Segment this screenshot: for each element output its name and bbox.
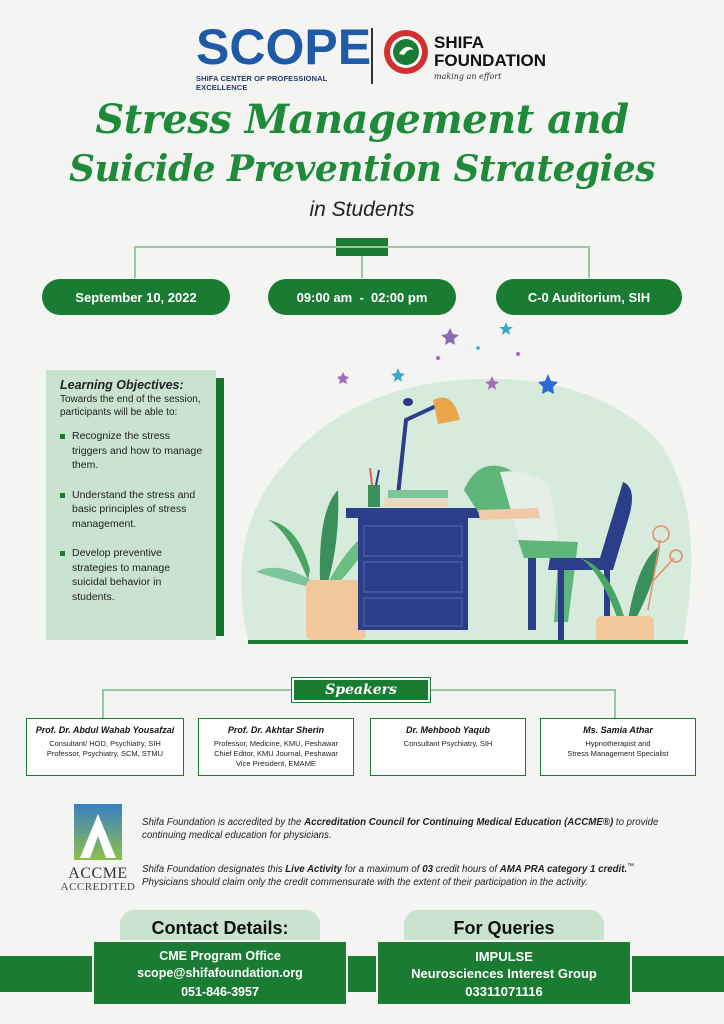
accme-text: ACCME <box>68 865 128 882</box>
queries-line-1: IMPULSE <box>475 949 533 964</box>
speaker-name: Ms. Samia Athar <box>583 725 653 735</box>
speaker-role: Stress Management Specialist <box>567 749 669 758</box>
speaker-role: Consultant/ HOD, Psychiatry, SIH <box>49 739 161 748</box>
learning-objectives-card <box>46 370 216 640</box>
contact-office: CME Program Office <box>159 949 281 963</box>
speaker-name: Dr. Mehboob Yaqub <box>405 725 490 735</box>
speaker-card <box>540 718 696 776</box>
learning-objectives-intro: Towards the end of the session, participants will be able to: <box>60 394 201 418</box>
shifa-tagline: making an effort <box>434 72 502 81</box>
accme-logo <box>60 804 136 894</box>
speakers-connector-drop <box>102 689 104 719</box>
queries-line-2: Neurosciences Interest Group <box>411 966 597 981</box>
shifa-logo <box>382 26 547 86</box>
queries-heading: For Queries <box>404 910 604 946</box>
shifa-word-2: FOUNDATION <box>434 51 547 70</box>
connector-line <box>134 246 590 248</box>
queries-box <box>376 940 632 1006</box>
accme-triangle-icon <box>60 804 136 862</box>
speaker-name: Prof. Dr. Akhtar Sherin <box>227 725 325 735</box>
speaker-card <box>198 718 354 776</box>
time-pill: 09:00 am - 02:00 pm <box>268 279 456 315</box>
learning-objective-item: Develop preventive strategies to manage suicidal behavior in students. <box>60 546 204 604</box>
learning-objectives-heading: Learning Objectives: <box>60 378 184 392</box>
shifa-emblem-icon <box>382 28 430 76</box>
date-pill: September 10, 2022 <box>42 279 230 315</box>
speaker-role: Vice President, EMAME <box>236 759 316 768</box>
speaker-role: Hypnotherapist and <box>585 739 651 748</box>
learning-objective-item: Understand the stress and basic principles of stress management. <box>60 488 204 532</box>
connector-drop-left <box>134 246 136 278</box>
learning-objectives-list <box>60 429 204 604</box>
contact-phone[interactable]: 051-846-3957 <box>181 985 259 999</box>
title-line-3: in Students <box>309 198 415 221</box>
scope-wordmark: SCOPE <box>196 19 372 75</box>
accme-subtext: ACCREDITED <box>60 881 136 893</box>
speaker-name: Prof. Dr. Abdul Wahab Yousafzai <box>35 725 175 735</box>
scope-subtitle: SHIFA CENTER OF PROFESSIONAL EXCELLENCE <box>196 74 328 92</box>
speaker-role: Consultant Psychiatry, SIH <box>403 739 493 748</box>
shifa-word-1: SHIFA <box>434 33 485 52</box>
speaker-role: Professor, Psychiatry, SCM, STMU <box>46 749 164 758</box>
accreditation-paragraph-2: Shifa Foundation designates this Live Activity for a maximum of 03 credit hours of AMA PRA category 1 credit.™ Physicians should claim only the credit commensurate with the extent of their participation in the activity. <box>142 863 635 889</box>
stressed-student-illustration <box>228 320 698 650</box>
queries-phone[interactable]: 03311071116 <box>465 984 543 999</box>
speaker-role: Chief Editor, KMU Journal, Peshawar <box>214 749 338 758</box>
title-line-1: Stress Management and <box>95 96 629 143</box>
title-line-2: Suicide Prevention Strategies <box>69 148 655 190</box>
contact-email[interactable]: scope@shifafoundation.org <box>137 966 303 980</box>
speaker-card <box>26 718 184 776</box>
learning-objective-item: Recognize the stress triggers and how to manage them. <box>60 429 204 473</box>
contact-box <box>92 940 348 1006</box>
speaker-role: Professor, Medicine, KMU, Peshawar <box>213 739 339 748</box>
logo-divider <box>371 28 373 84</box>
contact-heading: Contact Details: <box>120 910 320 946</box>
scope-logo <box>196 19 372 92</box>
venue-pill: C-0 Auditorium, SIH <box>496 279 682 315</box>
connector-drop-center <box>361 256 363 278</box>
speakers-connector-drop <box>614 689 616 719</box>
speaker-card <box>370 718 526 776</box>
connector-drop-right <box>588 246 590 278</box>
speakers-label: Speakers <box>292 678 430 702</box>
accreditation-paragraph-1: Shifa Foundation is accredited by the Accreditation Council for Continuing Medical Education (ACCME®) to provide continuing medical education for physicians. <box>142 817 659 841</box>
